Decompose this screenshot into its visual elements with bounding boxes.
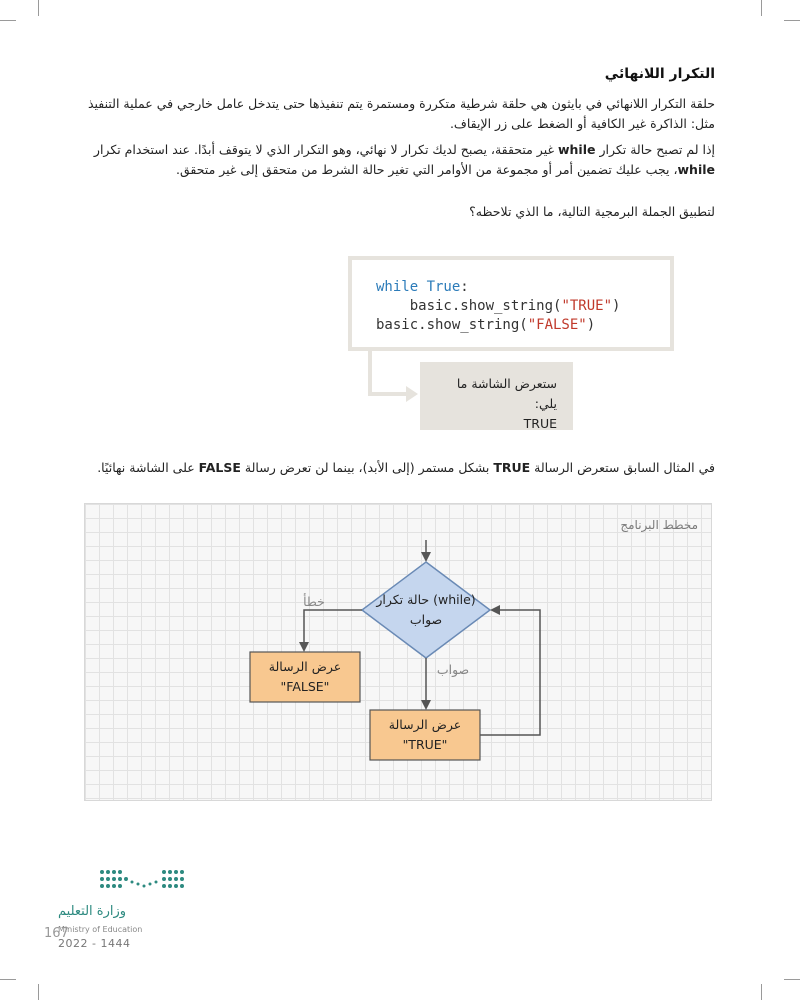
summary-text: في المثال السابق ستعرض الرسالة (530, 460, 715, 475)
code-text: basic.show_string( (409, 298, 562, 314)
para2-text: إذا لم تصبح حالة تكرار (595, 142, 715, 157)
keyword-while: while (677, 162, 715, 177)
true-edge-label: صواب (436, 662, 470, 677)
box-line: "TRUE" (402, 737, 448, 752)
ministry-name-arabic: وزارة التعليم (58, 904, 127, 919)
code-string: "FALSE" (527, 317, 587, 333)
box-line: عرض الرسالة (388, 717, 462, 732)
code-string: "TRUE" (561, 298, 613, 314)
code-text: ) (586, 317, 596, 333)
output-label: ستعرض الشاشة ما يلي: (456, 376, 557, 411)
output-value: TRUE (523, 416, 557, 431)
summary-text: على الشاشة نهائيًا. (97, 460, 199, 475)
summary-text: بشكل مستمر (إلى الأبد)، بينما لن تعرض رسالة (240, 460, 494, 475)
false-edge-label: خطأ (303, 594, 325, 609)
para2-text: ، يجب عليك تضمين أمر أو مجموعة من الأوامر التي تغير حالة الشرط من متحقق إلى غير متحقق. (176, 162, 678, 177)
year-label: 2022 - 1444 (58, 937, 131, 950)
box-line: "FALSE" (280, 679, 330, 694)
keyword-false: FALSE (198, 460, 241, 475)
code-text: : (460, 279, 469, 295)
decision-label (362, 590, 490, 630)
ministry-name-english: Ministry of Education (58, 925, 143, 934)
decision-line: صواب (409, 612, 443, 627)
keyword-while: while (557, 142, 596, 157)
code-text: basic.show_string( (376, 317, 528, 333)
keyword-true: TRUE (493, 460, 531, 475)
flowchart-title: مخطط البرنامج (620, 518, 698, 532)
code-text: ) (612, 298, 621, 314)
question-text: لتطبيق الجملة البرمجية التالية، ما الذي تلاحظه؟ (469, 204, 715, 219)
para2-text: غير متحققة، يصبح لديك تكرار لا نهائي، وهو التكرار الذي لا يتوقف أبدًا. عند استخدام تكرار (93, 142, 558, 157)
section-heading: التكرار اللانهائي (604, 66, 715, 82)
false-branch-arrow (304, 610, 362, 650)
intro-paragraph: حلقة التكرار اللانهائي في بايثون هي حلقة شرطية متكررة ومستمرة يتم تنفيذها حتى يتدخل عامل خارجي في عملية التنفيذ مثل: الذاكرة غير الكافية أو الضغط على زر الإيقاف. (87, 96, 715, 131)
box-line: عرض الرسالة (268, 659, 342, 674)
page-number: 167 (44, 926, 69, 941)
code-keyword: while True (376, 279, 461, 295)
true-box-label (370, 715, 480, 755)
decision-line: حالة تكرار (while) (376, 592, 476, 607)
false-box-label (250, 657, 360, 697)
ministry-logo-icon (98, 866, 190, 896)
